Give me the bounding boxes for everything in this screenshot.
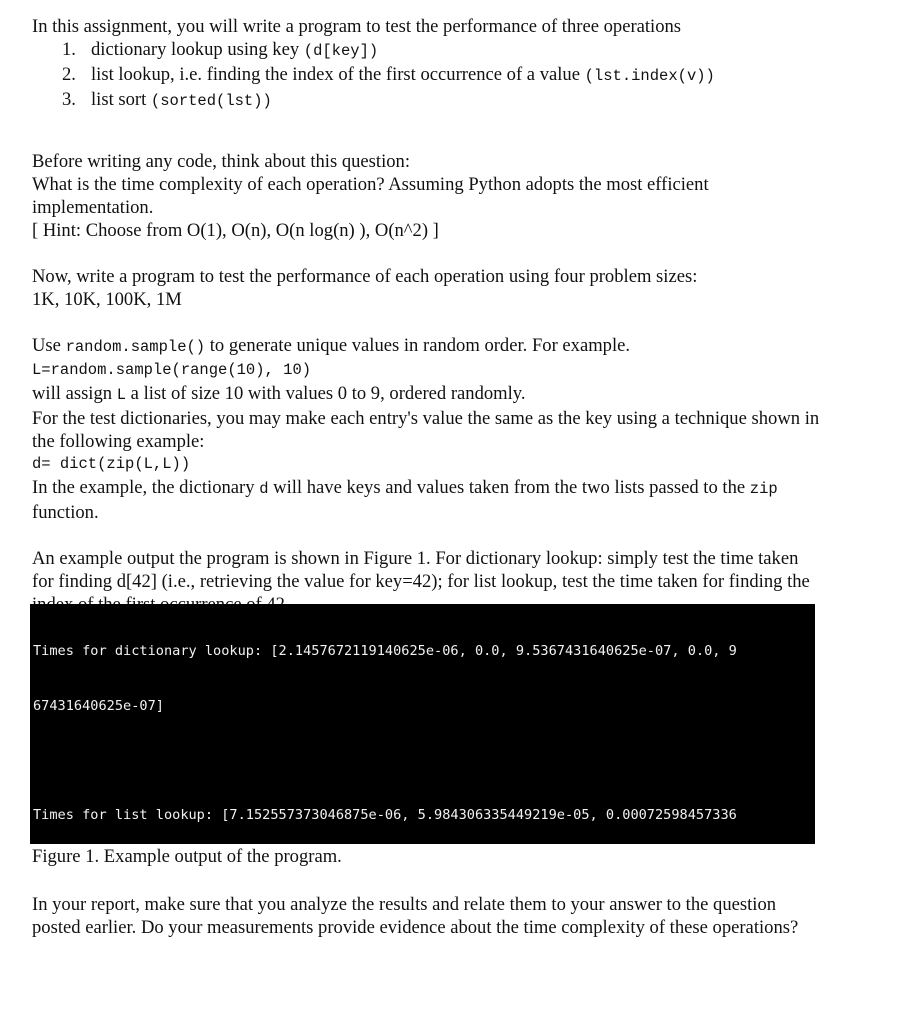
terminal-line: Times for dictionary lookup: [2.1457672119140625e-06, 0.0, 9.5367431640625e-07, 0.0, 9 [33, 643, 737, 660]
code-example-1: L=random.sample(range(10), 10) [32, 361, 312, 379]
random-sample-text: Use random.sample() to generate unique values in random order. For example. [32, 335, 631, 356]
list-item [62, 63, 822, 88]
code-snippet: d [259, 480, 269, 498]
figure-intro: An example output the program is shown in Figure 1. For dictionary lookup: simply test the time taken for finding d[42] (i.e., retrieving the value for key=42); for list lookup, test the time taken for finding the [32, 548, 810, 592]
code-snippet: zip [749, 480, 778, 498]
list-item [62, 38, 822, 63]
code-snippet: (lst.index(v)) [584, 67, 715, 85]
dictionary-text: For the test dictionaries, you may make each entry's value the same as the key using a technique shown in the following example: [32, 408, 820, 452]
code-snippet: L [116, 386, 127, 404]
assign-text: will assign L a list of size 10 with values 0 to 9, ordered randomly. [32, 383, 526, 404]
spacer [32, 113, 822, 150]
assignment-text [32, 15, 822, 616]
terminal-line: Times for list lookup: [7.152557373046875e-06, 5.984306335449219e-05, 0.00072598457336 [33, 807, 737, 824]
list-text: dictionary lookup using key [91, 39, 304, 60]
operations-list [32, 38, 822, 113]
terminal-line [33, 752, 815, 770]
zip-explanation: In the example, the dictionary d will have keys and values taken from the two lists passed to the zip function. [32, 477, 778, 523]
spacer [32, 524, 822, 547]
problem-sizes-text: Now, write a program to test the performance of each operation using four problem sizes: [32, 266, 698, 287]
code-example-2: d= dict(zip(L,L)) [32, 455, 191, 473]
code-snippet: (sorted(lst)) [150, 92, 272, 110]
list-number: 1. [62, 39, 76, 60]
report-instructions: In your report, make sure that you analyze the results and relate them to your answer to the question posted earlier. Do your measurements provide evidence about the time complexity of these operations? [32, 894, 799, 938]
question-text: What is the time complexity of each operation? Assuming Python adopts the most efficient implementation. [32, 174, 709, 218]
terminal-output [30, 604, 815, 844]
list-number: 2. [62, 64, 76, 85]
spacer [32, 311, 822, 334]
intro-line: In this assignment, you will write a program to test the performance of three operations [32, 16, 682, 37]
terminal-line: 67431640625e-07] [33, 698, 164, 715]
problem-sizes-values: 1K, 10K, 100K, 1M [32, 289, 182, 310]
code-snippet: random.sample() [65, 338, 206, 356]
list-text: list sort [91, 89, 151, 110]
code-snippet: (d[key]) [303, 42, 379, 60]
question-intro: Before writing any code, think about this question: [32, 151, 411, 172]
list-number: 3. [62, 89, 76, 110]
list-item [62, 88, 822, 113]
figure-caption: Figure 1. Example output of the program. [32, 846, 342, 867]
hint-text: [ Hint: Choose from O(1), O(n), O(n log(n) ), O(n^2) ] [32, 220, 439, 241]
list-text: list lookup, i.e. finding the index of the first occurrence of a value [91, 64, 585, 85]
spacer [32, 242, 822, 265]
